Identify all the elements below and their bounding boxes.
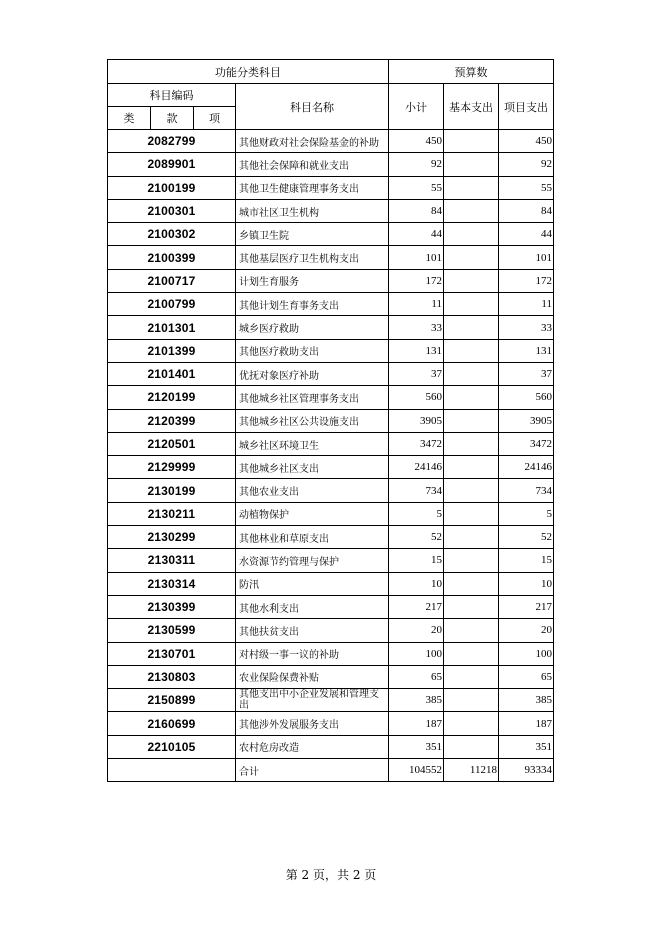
basic-cell bbox=[444, 502, 499, 525]
subject-name: 其他涉外发展服务支出 bbox=[236, 712, 389, 735]
project-cell: 52 bbox=[499, 526, 554, 549]
subtotal-cell: 385 bbox=[389, 689, 444, 712]
subject-name: 水资源节约管理与保护 bbox=[236, 549, 389, 572]
project-cell: 11 bbox=[499, 293, 554, 316]
table-row bbox=[108, 735, 554, 758]
basic-cell bbox=[444, 526, 499, 549]
project-title: 项目支出 bbox=[499, 84, 554, 130]
subtotal-cell: 131 bbox=[389, 339, 444, 362]
lei-title: 类 bbox=[108, 107, 151, 130]
basic-cell bbox=[444, 642, 499, 665]
table-row bbox=[108, 665, 554, 688]
table-row bbox=[108, 689, 554, 712]
subject-code: 2100302 bbox=[108, 223, 236, 246]
subject-code: 2130803 bbox=[108, 665, 236, 688]
subject-name: 其他城乡社区支出 bbox=[236, 456, 389, 479]
basic-cell bbox=[444, 269, 499, 292]
subtotal-cell: 187 bbox=[389, 712, 444, 735]
subtotal-cell: 10 bbox=[389, 572, 444, 595]
table-row bbox=[108, 479, 554, 502]
subject-code: 2089901 bbox=[108, 153, 236, 176]
subtotal-cell: 11 bbox=[389, 293, 444, 316]
subject-name: 对村级一事一议的补助 bbox=[236, 642, 389, 665]
basic-cell bbox=[444, 223, 499, 246]
subject-name: 乡镇卫生院 bbox=[236, 223, 389, 246]
name-title: 科目名称 bbox=[236, 84, 389, 130]
subtotal-cell: 217 bbox=[389, 595, 444, 618]
subject-name: 城市社区卫生机构 bbox=[236, 199, 389, 222]
category-title: 功能分类科目 bbox=[108, 60, 389, 84]
project-cell: 24146 bbox=[499, 456, 554, 479]
table-row bbox=[108, 456, 554, 479]
basic-cell bbox=[444, 479, 499, 502]
basic-cell bbox=[444, 409, 499, 432]
basic-cell bbox=[444, 293, 499, 316]
subtotal-title: 小计 bbox=[389, 84, 444, 130]
project-cell: 560 bbox=[499, 386, 554, 409]
table-row bbox=[108, 130, 554, 153]
subject-name: 城乡社区环境卫生 bbox=[236, 432, 389, 455]
table-row bbox=[108, 246, 554, 269]
subject-name: 城乡医疗救助 bbox=[236, 316, 389, 339]
subtotal-cell: 560 bbox=[389, 386, 444, 409]
subject-code: 2100399 bbox=[108, 246, 236, 269]
project-cell: 351 bbox=[499, 735, 554, 758]
subtotal-cell: 65 bbox=[389, 665, 444, 688]
basic-cell bbox=[444, 689, 499, 712]
project-cell: 385 bbox=[499, 689, 554, 712]
table-row bbox=[108, 712, 554, 735]
project-cell: 100 bbox=[499, 642, 554, 665]
subject-code: 2130399 bbox=[108, 595, 236, 618]
project-cell: 3905 bbox=[499, 409, 554, 432]
project-cell: 37 bbox=[499, 362, 554, 385]
subject-name: 计划生育服务 bbox=[236, 269, 389, 292]
subtotal-cell: 100 bbox=[389, 642, 444, 665]
xiang-title: 项 bbox=[194, 107, 236, 130]
subject-code: 2120399 bbox=[108, 409, 236, 432]
subject-name: 其他财政对社会保险基金的补助 bbox=[236, 130, 389, 153]
total-project: 93334 bbox=[499, 759, 554, 782]
subject-name: 其他基层医疗卫生机构支出 bbox=[236, 246, 389, 269]
subject-code: 2130211 bbox=[108, 502, 236, 525]
kuan-title: 款 bbox=[151, 107, 194, 130]
subject-name: 其他农业支出 bbox=[236, 479, 389, 502]
project-cell: 65 bbox=[499, 665, 554, 688]
subtotal-cell: 351 bbox=[389, 735, 444, 758]
subject-code: 2100199 bbox=[108, 176, 236, 199]
subject-name: 其他支出中小企业发展和管理支出 bbox=[236, 689, 389, 712]
subject-name: 动植物保护 bbox=[236, 502, 389, 525]
basic-cell bbox=[444, 712, 499, 735]
subject-code: 2210105 bbox=[108, 735, 236, 758]
basic-cell bbox=[444, 176, 499, 199]
project-cell: 92 bbox=[499, 153, 554, 176]
code-title: 科目编码 bbox=[108, 84, 236, 107]
table-row bbox=[108, 153, 554, 176]
subject-name: 农村危房改造 bbox=[236, 735, 389, 758]
subject-code: 2101399 bbox=[108, 339, 236, 362]
total-basic: 11218 bbox=[444, 759, 499, 782]
subject-code: 2160699 bbox=[108, 712, 236, 735]
subject-code: 2130599 bbox=[108, 619, 236, 642]
subject-code: 2101301 bbox=[108, 316, 236, 339]
subject-code: 2082799 bbox=[108, 130, 236, 153]
basic-cell bbox=[444, 572, 499, 595]
basic-cell bbox=[444, 549, 499, 572]
header-row-2 bbox=[108, 84, 554, 107]
table-row bbox=[108, 549, 554, 572]
subtotal-cell: 5 bbox=[389, 502, 444, 525]
subject-name: 农业保险保费补贴 bbox=[236, 665, 389, 688]
subtotal-cell: 55 bbox=[389, 176, 444, 199]
table-row bbox=[108, 316, 554, 339]
basic-cell bbox=[444, 619, 499, 642]
subject-name: 其他水利支出 bbox=[236, 595, 389, 618]
subject-code: 2120501 bbox=[108, 432, 236, 455]
budget-title: 预算数 bbox=[389, 60, 554, 84]
subject-code: 2130299 bbox=[108, 526, 236, 549]
subject-name: 优抚对象医疗补助 bbox=[236, 362, 389, 385]
budget-table bbox=[107, 59, 554, 782]
project-cell: 187 bbox=[499, 712, 554, 735]
table-row bbox=[108, 572, 554, 595]
basic-cell bbox=[444, 246, 499, 269]
project-cell: 450 bbox=[499, 130, 554, 153]
subtotal-cell: 33 bbox=[389, 316, 444, 339]
table-row bbox=[108, 409, 554, 432]
subject-name: 其他计划生育事务支出 bbox=[236, 293, 389, 316]
total-row bbox=[108, 759, 554, 782]
subject-name: 其他林业和草原支出 bbox=[236, 526, 389, 549]
subject-code: 2100301 bbox=[108, 199, 236, 222]
project-cell: 84 bbox=[499, 199, 554, 222]
project-cell: 20 bbox=[499, 619, 554, 642]
subject-name: 其他城乡社区管理事务支出 bbox=[236, 386, 389, 409]
subtotal-cell: 20 bbox=[389, 619, 444, 642]
basic-cell bbox=[444, 362, 499, 385]
subtotal-cell: 52 bbox=[389, 526, 444, 549]
subtotal-cell: 3905 bbox=[389, 409, 444, 432]
project-cell: 734 bbox=[499, 479, 554, 502]
table-row bbox=[108, 269, 554, 292]
project-cell: 44 bbox=[499, 223, 554, 246]
table-row bbox=[108, 432, 554, 455]
header-row-1 bbox=[108, 60, 554, 84]
subtotal-cell: 44 bbox=[389, 223, 444, 246]
total-subtotal: 104552 bbox=[389, 759, 444, 782]
subtotal-cell: 24146 bbox=[389, 456, 444, 479]
subtotal-cell: 172 bbox=[389, 269, 444, 292]
subtotal-cell: 734 bbox=[389, 479, 444, 502]
subject-code: 2120199 bbox=[108, 386, 236, 409]
basic-cell bbox=[444, 456, 499, 479]
basic-cell bbox=[444, 595, 499, 618]
subject-code: 2101401 bbox=[108, 362, 236, 385]
subtotal-cell: 37 bbox=[389, 362, 444, 385]
table-row bbox=[108, 386, 554, 409]
subject-code: 2100717 bbox=[108, 269, 236, 292]
subtotal-cell: 15 bbox=[389, 549, 444, 572]
project-cell: 217 bbox=[499, 595, 554, 618]
subject-code: 2130199 bbox=[108, 479, 236, 502]
basic-cell bbox=[444, 316, 499, 339]
table-row bbox=[108, 595, 554, 618]
subject-name: 其他医疗救助支出 bbox=[236, 339, 389, 362]
subject-name: 其他社会保障和就业支出 bbox=[236, 153, 389, 176]
basic-cell bbox=[444, 386, 499, 409]
subtotal-cell: 92 bbox=[389, 153, 444, 176]
table-row bbox=[108, 199, 554, 222]
basic-cell bbox=[444, 130, 499, 153]
project-cell: 15 bbox=[499, 549, 554, 572]
table-row bbox=[108, 362, 554, 385]
subject-code: 2130314 bbox=[108, 572, 236, 595]
total-label: 合计 bbox=[236, 759, 389, 782]
subject-name: 其他卫生健康管理事务支出 bbox=[236, 176, 389, 199]
project-cell: 10 bbox=[499, 572, 554, 595]
basic-cell bbox=[444, 735, 499, 758]
basic-cell bbox=[444, 199, 499, 222]
subject-name: 其他扶贫支出 bbox=[236, 619, 389, 642]
table-row bbox=[108, 339, 554, 362]
subject-code: 2130311 bbox=[108, 549, 236, 572]
table-row bbox=[108, 502, 554, 525]
subtotal-cell: 450 bbox=[389, 130, 444, 153]
table-row bbox=[108, 223, 554, 246]
table-row bbox=[108, 642, 554, 665]
basic-cell bbox=[444, 665, 499, 688]
project-cell: 172 bbox=[499, 269, 554, 292]
total-code-empty bbox=[108, 759, 236, 782]
project-cell: 131 bbox=[499, 339, 554, 362]
subject-name: 其他城乡社区公共设施支出 bbox=[236, 409, 389, 432]
project-cell: 33 bbox=[499, 316, 554, 339]
basic-cell bbox=[444, 432, 499, 455]
subtotal-cell: 84 bbox=[389, 199, 444, 222]
subject-code: 2150899 bbox=[108, 689, 236, 712]
subject-name: 防汛 bbox=[236, 572, 389, 595]
subject-code: 2130701 bbox=[108, 642, 236, 665]
basic-cell bbox=[444, 153, 499, 176]
table-row bbox=[108, 526, 554, 549]
basic-title: 基本支出 bbox=[444, 84, 499, 130]
project-cell: 101 bbox=[499, 246, 554, 269]
basic-cell bbox=[444, 339, 499, 362]
table-row bbox=[108, 176, 554, 199]
project-cell: 5 bbox=[499, 502, 554, 525]
table-row bbox=[108, 293, 554, 316]
subtotal-cell: 101 bbox=[389, 246, 444, 269]
project-cell: 3472 bbox=[499, 432, 554, 455]
subtotal-cell: 3472 bbox=[389, 432, 444, 455]
page-footer: 第 2 页，共 2 页 bbox=[285, 868, 377, 882]
subject-code: 2129999 bbox=[108, 456, 236, 479]
subject-code: 2100799 bbox=[108, 293, 236, 316]
project-cell: 55 bbox=[499, 176, 554, 199]
table-row bbox=[108, 619, 554, 642]
